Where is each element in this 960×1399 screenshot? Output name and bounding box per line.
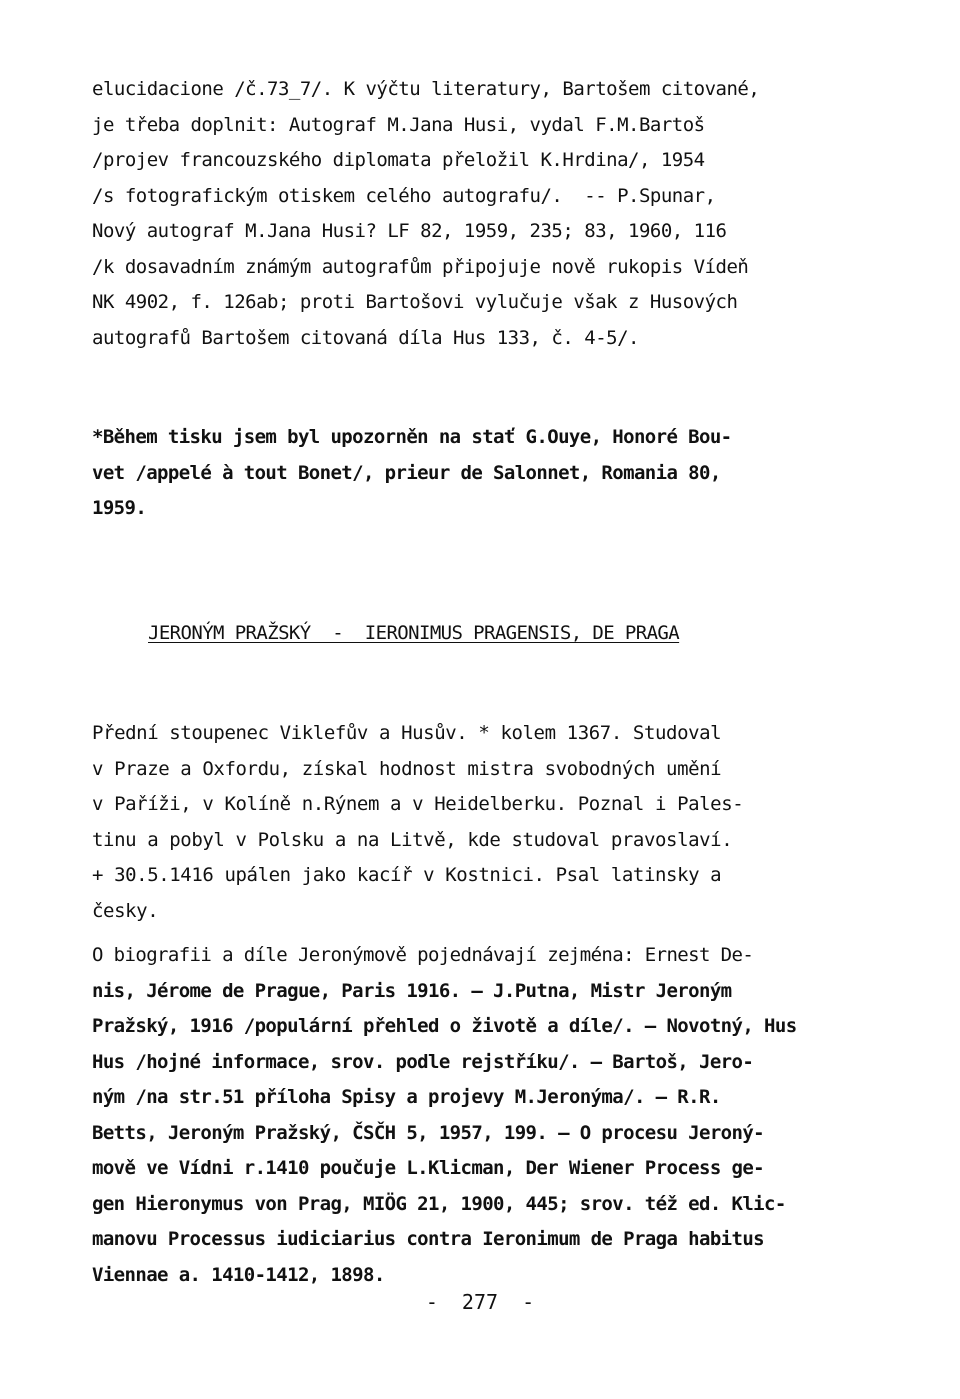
text-line: tinu a pobyl v Polsku a na Litvě, kde studoval pravoslaví. [92,828,733,851]
text-line: gen Hieronymus von Prag, MIÖG 21, 1900, 445; srov. též ed. Klic- [92,1192,786,1215]
page-number: - 277 - [425,1290,535,1314]
text-line: vet /appelé à tout Bonet/, prieur de Salonnet, Romania 80, [92,461,721,484]
text-line: ným /na str.51 příloha Spisy a projevy M.Jeronýma/. — R.R. [92,1086,721,1108]
paragraph-literature-addendum [92,72,892,356]
text-line: Pražský, 1916 /populární přehled o životě a díle/. — Novotný, Hus [92,1015,797,1037]
text-line: 1959. [92,497,147,519]
text-line: Viennae a. 1410-1412, 1898. [92,1263,385,1286]
text-line: Hus /hojné informace, srov. podle rejstříku/. — Bartoš, Jero- [92,1050,754,1073]
text-line: autografů Bartošem citovaná díla Hus 133, č. 4-5/. [92,326,639,349]
text-line: NK 4902, f. 126ab; proti Bartošovi vylučuje však z Husových [92,291,738,313]
text-line: Přední stoupenec Viklefův a Husův. * kolem 1367. Studoval [92,722,722,744]
text-line: je třeba doplnit: Autograf M.Jana Husi, vydal F.M.Bartoš [92,113,705,136]
text-line: /s fotografickým otiskem celého autografu/. -- P.Spunar, [92,184,716,207]
text-line: Betts, Jeroným Pražský, ČSČH 5, 1957, 199. — O procesu Jeroný- [92,1121,765,1144]
section-heading: JERONÝM PRAŽSKÝ - IERONIMUS PRAGENSIS, DE PRAGA [148,622,680,644]
paragraph-bibliography [92,938,892,1293]
text-line: nis, Jérome de Prague, Paris 1916. — J.Putna, Mistr Jeroným [92,979,732,1002]
text-line: v Paříži, v Kolíně n.Rýnem a v Heidelberku. Poznal i Pales- [92,793,744,815]
text-line: manovu Processus iudiciarius contra Ieronimum de Praga habitus [92,1228,765,1250]
paragraph-biography [92,716,892,929]
text-line: /k dosavadním známým autografům připojuje nově rukopis Vídeň [92,255,749,278]
text-line: *Během tisku jsem byl upozorněn na stať G.Ouye, Honoré Bou- [92,426,732,448]
text-line: mově ve Vídni r.1410 poučuje L.Klicman, Der Wiener Process ge- [92,1157,765,1179]
paragraph-footnote [92,420,892,527]
text-line: O biografii a díle Jeronýmově pojednávají zejména: Ernest De- [92,944,754,966]
text-line: /projev francouzského diplomata přeložil K.Hrdina/, 1954 [92,149,705,171]
text-line: Nový autograf M.Jana Husi? LF 82, 1959, 235; 83, 1960, 116 [92,220,727,242]
text-line: česky. [92,899,159,922]
text-line: v Praze a Oxfordu, získal hodnost mistra svobodných umění [92,757,722,780]
text-line: + 30.5.1416 upálen jako kacíř v Kostnici. Psal latinsky a [92,864,722,886]
text-line: elucidacione /č.73_7/. K výčtu literatury, Bartošem citované, [92,78,760,100]
